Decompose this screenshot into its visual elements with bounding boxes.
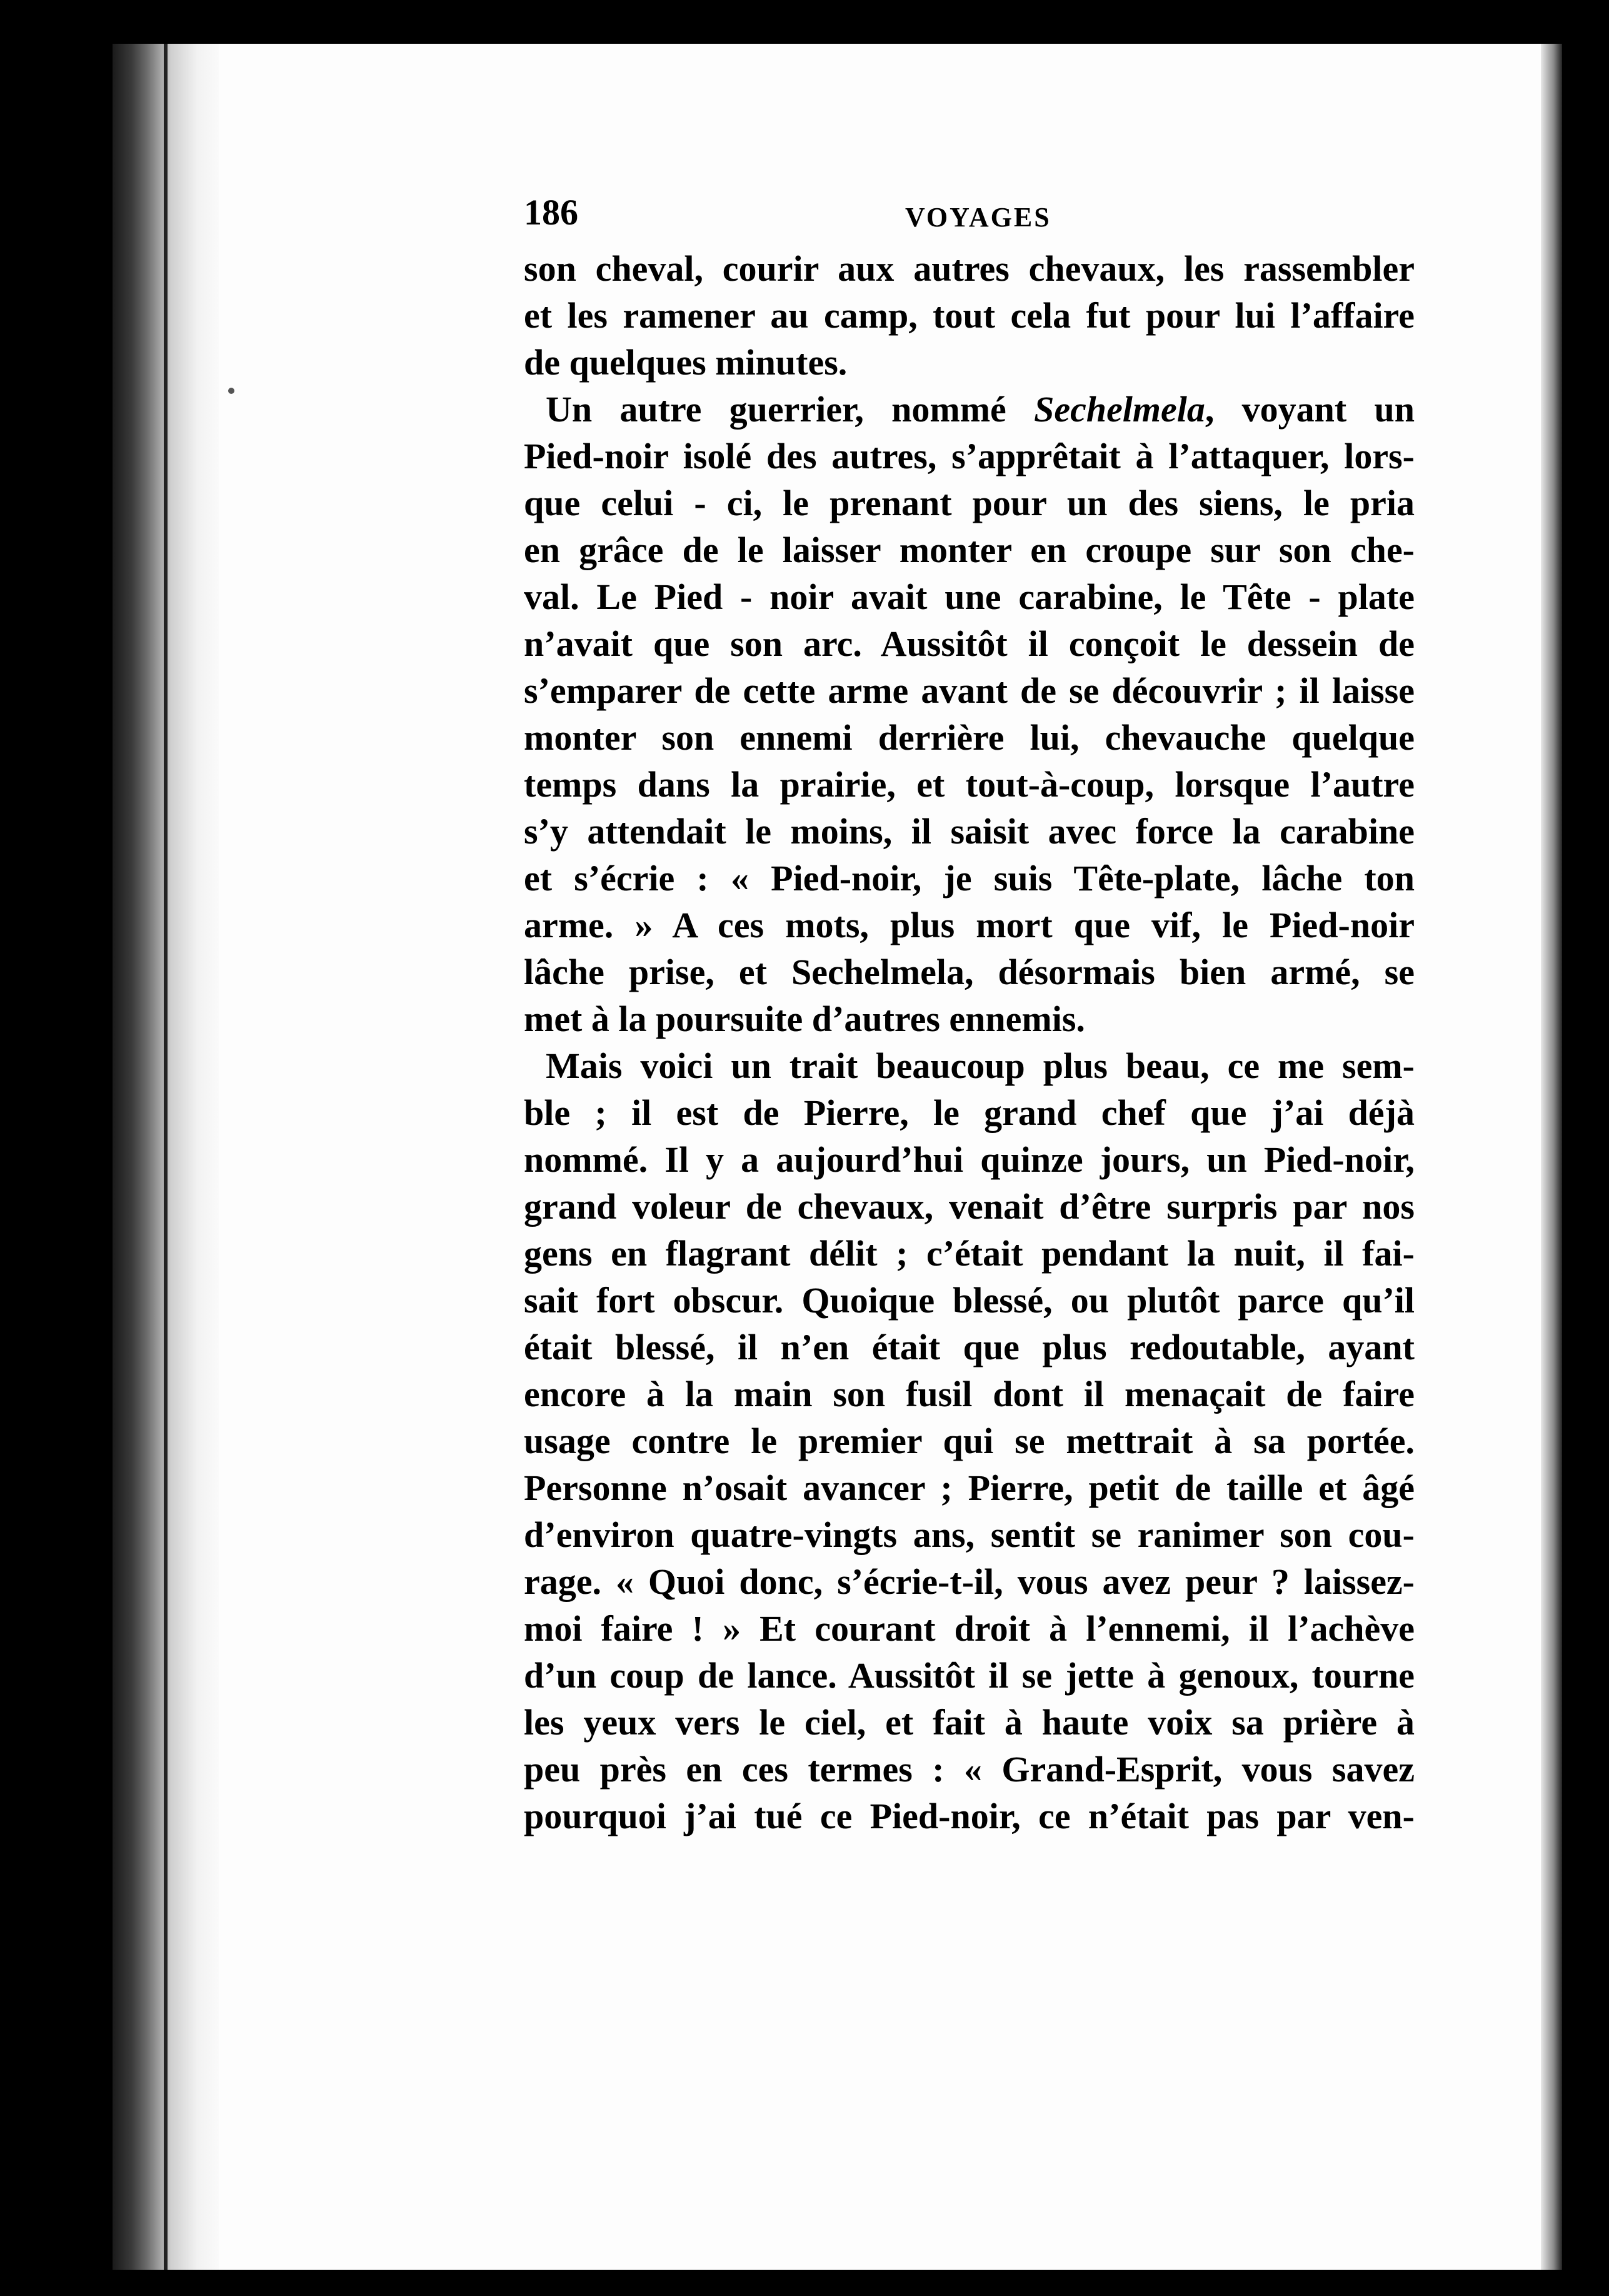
text-line: Personne n’osait avancer ; Pierre, petit de taille et âgé [524, 1468, 1415, 1508]
text-line: grand voleur de chevaux, venait d’être surpris par nos [524, 1186, 1415, 1227]
text-line: s’y attendait le moins, il saisit avec force la carabine [524, 811, 1415, 852]
text-line: rage. « Quoi donc, s’écrie-t-il, vous avez peur ? laissez- [524, 1561, 1415, 1602]
text-line: nommé. Il y a aujourd’hui quinze jours, un Pied-noir, [524, 1139, 1415, 1180]
running-head: VOYAGES [905, 202, 1051, 233]
text-line: ble ; il est de Pierre, le grand chef que j’ai déjà [524, 1092, 1415, 1133]
text-line: sait fort obscur. Quoique blessé, ou plutôt parce qu’il [524, 1280, 1415, 1321]
text-line: d’environ quatre-vingts ans, sentit se ranimer son cou- [524, 1514, 1415, 1555]
text-line: était blessé, il n’en était que plus redoutable, ayant [524, 1327, 1415, 1367]
text-line: monter son ennemi derrière lui, chevauche quelque [524, 717, 1415, 758]
page-header [524, 188, 1440, 250]
text-line: et les ramener au camp, tout cela fut pour lui l’affaire [524, 295, 1415, 336]
text-line: d’un coup de lance. Aussitôt il se jette à genoux, tourne [524, 1655, 1415, 1696]
text-line: usage contre le premier qui se mettrait à sa portée. [524, 1421, 1415, 1461]
text-line: val. Le Pied - noir avait une carabine, le Tête - plate [524, 577, 1415, 617]
page-right-edge [1541, 44, 1562, 2270]
text-line: s’emparer de cette arme avant de se découvrir ; il laisse [524, 670, 1415, 711]
text-line: peu près en ces termes : « Grand-Esprit, vous savez [524, 1749, 1415, 1790]
text-line: les yeux vers le ciel, et fait à haute voix sa prière à [524, 1702, 1415, 1743]
text-line: de quelques minutes. [524, 342, 848, 383]
text-line: Mais voici un trait beaucoup plus beau, ce me sem- [546, 1045, 1415, 1086]
text-line: son cheval, courir aux autres chevaux, les rassembler [524, 248, 1415, 289]
body-text [524, 245, 1415, 1840]
text-line: arme. » A ces mots, plus mort que vif, le Pied-noir [524, 905, 1415, 945]
text-line: moi faire ! » Et courant droit à l’ennemi, il l’achève [524, 1608, 1415, 1649]
scan-speck [228, 388, 234, 394]
page-number: 186 [524, 192, 578, 233]
text-line: Pied-noir isolé des autres, s’apprêtait à l’attaquer, lors- [524, 436, 1415, 476]
text-line: temps dans la prairie, et tout-à-coup, lorsque l’autre [524, 764, 1415, 805]
text-line: lâche prise, et Sechelmela, désormais bien armé, se [524, 952, 1415, 992]
binding-stripe [164, 44, 168, 2270]
text-line: n’avait que son arc. Aussitôt il conçoit le dessein de [524, 623, 1415, 664]
text-line: en grâce de le laisser monter en croupe sur son che- [524, 530, 1415, 570]
text-line: Un autre guerrier, nommé Sechelmela, voyant un [546, 389, 1415, 430]
text-line: et s’écrie : « Pied-noir, je suis Tête-plate, lâche ton [524, 858, 1415, 899]
text-line: gens en flagrant délit ; c’était pendant la nuit, il fai- [524, 1233, 1415, 1274]
text-line: pourquoi j’ai tué ce Pied-noir, ce n’était pas par ven- [524, 1796, 1415, 1836]
text-line: encore à la main son fusil dont il menaçait de faire [524, 1374, 1415, 1414]
text-line: que celui - ci, le prenant pour un des siens, le pria [524, 483, 1415, 523]
text-line: met à la poursuite d’autres ennemis. [524, 999, 1085, 1039]
